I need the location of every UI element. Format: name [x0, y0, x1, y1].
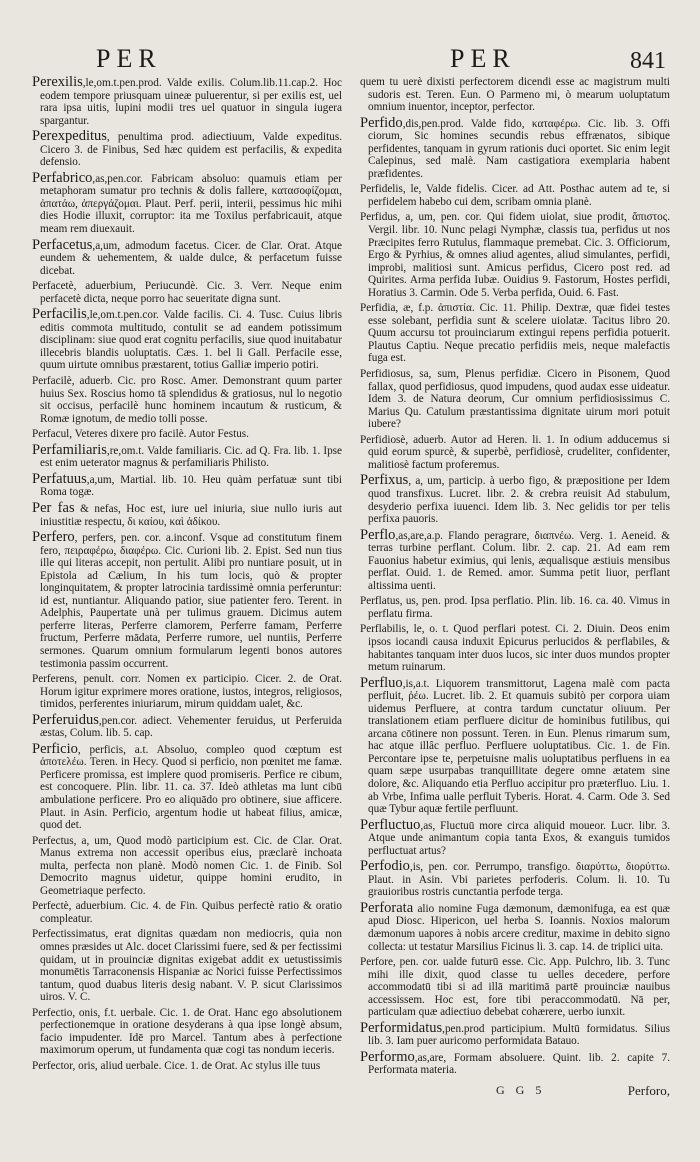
entry-headword: Perfido — [360, 114, 403, 131]
entry-text: ,a,um, admodum facetus. Cicer. de Clar. Orat. Atque eundem & uehementem, & ualde dulce, & perfacetum fuisse dicebat. — [40, 239, 342, 277]
entry-text: , penultima prod. adiectiuum, Valde expeditus. Cicero 3. de Finibus, Sed hæc quidem est perfacilis, & expedita defensio. — [40, 131, 342, 169]
dictionary-entry — [32, 531, 342, 670]
entry-text: Perfector, oris, aliud uerbale. Cice. 1. de Orat. Ac stylus ille tuus — [32, 1059, 321, 1072]
entry-text: ,le,om.t.pen.cor. Valde facilis. Ci. 4. Tusc. Cuius libris editis commota multitudo, contulit se ad eandem potissimum disciplinam: siue quod erat cognitu perfacilis, siue quod inuitabatur illecebris blandis uoluptatis. Cæs. 1. bel li Gall. Perfacile esse, quum uirtute omnibus præstarent, totius Galliæ imperio potiri. — [40, 309, 342, 372]
dictionary-entry — [360, 211, 670, 299]
dictionary-entry — [360, 526, 670, 593]
entry-headword: Perfacetus — [32, 236, 93, 253]
entry-headword: Perexpeditus — [32, 128, 107, 145]
entry-text: ,pen.prod participium. Multū formidatus. Silius lib. 3. Iam puer auricomo performidata Batauo. — [368, 1022, 670, 1048]
dictionary-entry — [32, 711, 342, 740]
dictionary-entry — [360, 860, 670, 899]
entry-headword: Perfatuus — [32, 470, 87, 487]
entry-text: ,le,om.t.pen.prod. Valde exilis. Colum.lib.11.cap.2. Hoc eodem tempore priusquam uineæ puluerentur, si per exilis est, uel rara ipsa uitis, lupini modii tres uel quatuor in singula iugera spargantur. — [40, 77, 342, 127]
entry-text: Perfectio, onis, f.t. uerbale. Cic. 1. de Orat. Hanc ego absolutionem perfectionemque in oratione desyderans à qua ipse longè absum, facio impudenter. Idē pro Marcel. Tantum abes à perfectione maximorum operum, ut fundamenta quæ cogi tas nondum ieceris. — [32, 1006, 342, 1057]
entry-headword: Perfixus — [360, 472, 409, 489]
entry-text: Perfidiosè, aduerb. Autor ad Heren. li. 1. In odium adducemus si quid eorum spurcè, & superbè, perfidiosè, crudeliter, confidenter, malitiosè factum proferemus. — [360, 433, 670, 471]
right-running-head: PER — [450, 44, 516, 73]
dictionary-entry — [32, 673, 342, 711]
dictionary-entry — [32, 76, 342, 127]
entry-headword: Per fas — [32, 499, 75, 516]
dictionary-entry — [360, 816, 670, 858]
dictionary-entry — [360, 595, 670, 620]
dictionary-entry — [32, 928, 342, 1003]
entry-text: ,pen.cor. adiect. Vehementer feruidus, ut Perferuida æstas, Colum. lib. 5. cap. — [40, 714, 342, 740]
dictionary-entry — [360, 434, 670, 472]
dictionary-entry — [360, 302, 670, 365]
entry-headword: Perficio — [32, 740, 78, 757]
entry-text: ,re,om.t. Valde familiaris. Cic. ad Q. Fra. lib. 1. Ipse est enim ueterator magnus & perfamiliaris Philisto. — [40, 444, 342, 470]
entry-text: alio nomine Fuga dæmonum, dæmonifuga, ea est quæ apud Diosc. Hipericon, uel herba S. Ioannis. Noxios malorum dæmonum uapores à nobis arcere creditur, maxime in debito signo collecta: ut testatur Marsilius Ficinus li. 3. cap. 14. de triplici uita. — [368, 902, 670, 953]
page-footer — [360, 1083, 670, 1098]
entry-text: Perfectus, a, um, Quod modò participium est. Cic. de Clar. Orat. Manus extrema non accessit operibus eius, præclarè inchoata multa, perfecta non planè. Modò nomen Cic. 1. de Finib. Sol Democrito magnus uidetur, quippe homini erudito, in Geometriaque perfecto. — [32, 834, 342, 897]
two-column-body — [32, 76, 670, 1136]
entry-text: ,as,pen.cor. Fabricam absoluo: quamuis etiam per metaphoram sumatur pro technis & dolis fallere, κατασοφίζομαι, ἀπατάω, ἀπεργάζομαι. Plaut. Perf. perii, interii, pessimus hic mihi dies Hodie illuxit, corruptor: ita me Toxilus perfabricauit, atque meam rem diuexauit. — [40, 172, 342, 236]
entry-headword: Perfluo — [360, 674, 403, 691]
dictionary-entry — [360, 956, 670, 1019]
entry-text: Perflabilis, le, o. t. Quod perflari potest. Ci. 2. Diuin. Deos enim ipsos iocandi causa induxit Epicurus perlucidos & perflabiles, & habitantes tanquam inter duos lucos, sic inter duos mundos propter metum ruinarum. — [360, 623, 670, 674]
left-running-head: PER — [96, 44, 162, 73]
entry-text: ,as, Fluctuū more circa aliquid moueor. Lucr. libr. 3. Atque unde animantum copia tanta Exos, & exanguis tumidos perfluctuat artus? — [368, 819, 670, 857]
dictionary-entry — [360, 623, 670, 673]
dictionary-entry — [32, 428, 342, 441]
dictionary-entry — [32, 280, 342, 305]
entry-headword: Performo — [360, 1048, 415, 1065]
dictionary-entry — [32, 900, 342, 925]
dictionary-entry — [360, 674, 670, 816]
entry-headword: Perfacilis — [32, 306, 87, 323]
dictionary-entry — [32, 375, 342, 425]
entry-text: Perferens, penult. corr. Nomen ex participio. Cicer. 2. de Orat. Horum igitur exprimere mores oratione, iustos, integros, religiosos, timidos, perferentes iniuriarum, mirum quiddam ualet, &c. — [32, 673, 342, 711]
entry-text: ,dis,pen.prod. Valde fido, καταφέρω. Cic. lib. 3. Offi ciorum, Sic homines secundis rebus effrænatos, sibique perfidentes, tanquam in gyrum rationis duci oportet. Sic enim legit Calepinus, sed malè. Nam castigatiora exemplaria habent præfidentes. — [368, 117, 670, 180]
entry-text: ,a,um, Martial. lib. 10. Heu quàm perfatuæ sunt tibi Roma togæ. — [40, 473, 342, 499]
dictionary-entry — [32, 470, 342, 499]
dictionary-entry — [360, 474, 670, 525]
dictionary-entry — [32, 308, 342, 372]
dictionary-entry — [32, 1007, 342, 1057]
entry-headword: Perfamiliaris — [32, 441, 107, 458]
entry-text: Perfore, pen. cor. ualde futurū esse. Cic. App. Pulchro, lib. 3. Tunc mihi ille dixit, quod classe tu uelles decedere, perfore accommodatū tibi si ad illā maritimā partē prouinciæ nauibus accessissem. Hoc est, fore tibi peraccommodatū. Nā per, particulam quæ adiectiuo debebat cohærere, uerbo iunxit. — [360, 956, 670, 1019]
dictionary-entry — [360, 899, 670, 953]
dictionary-entry — [360, 183, 670, 208]
entry-text: , perfers, pen. cor. a.inconf. Vsque ad constitutum finem fero, πειραφέρω, διαφέρω. Cic. Curioni lib. 2. Epist. Sed nun tius ille qui literas accepit, non pertulit. Alibi pro nuntiare posuit, ut in Epistola ad Cælium, In his tum locis, quò & propter longinquitatem, & propter latrocinia tardissimè omnia perferuntur: id est, nuntiantur. Aliquando patior, siue patienter fero. Terent. in Adelphis, Paupertate unà per tulimus grauem. Dicimus autem perferre literas, Perferre clamorem, Perferre famam, Perferre fructum, Perferre mādata, Perferre rumore, uel nuntiis, Perferre sermones. Quarum omnium formularum legenti bonos autores testimonia passim occurrent. — [40, 532, 342, 670]
dictionary-entry — [32, 1060, 342, 1073]
right-column — [360, 76, 670, 1136]
entry-text: quem tu uerè dixisti perfectorem dicendi esse ac magistrum multi sudoris est. Teren. Eun. O Parmeno mi, ò mearum uoluptatum omnium inuentor, inceptor, perfector. — [360, 76, 670, 114]
entry-text: Perfacilè, aduerb. Cic. pro Rosc. Amer. Demonstrant quum parter huius Sex. Roscius homo tā splendidus & gratiosus, nul lo negotio sit occisus, perfacilè hunc hominem incautum & rusticum, & Romæ ignotum, de medio tolli posse. — [32, 375, 342, 425]
entry-headword: Perfero — [32, 529, 75, 546]
dictionary-entry — [32, 236, 342, 278]
entry-headword: Perflo — [360, 526, 396, 543]
dictionary-entry — [32, 499, 342, 528]
left-column — [32, 76, 342, 1136]
dictionary-entry — [360, 368, 670, 431]
entry-text: ,as,are,a.p. Flando peragrare, διαπνέω. Verg. 1. Aeneid. & terras turbine perflant. Colum. libr. 2. cap. 21. Ad eam rem Fauonius habetur eximius, qui lenis, æqualisque æstiuis mensibus perflat. Ouid. 1. de Remed. amor. Summa petit liuor, perflant altissima uenti. — [368, 529, 670, 592]
entry-headword: Perfodio — [360, 858, 410, 875]
entry-headword: Perfabrico — [32, 169, 93, 186]
entry-text: , a, um, particip. à uerbo figo, & præpositione per Idem quod transfixus. Lucret. libr. 2. & crebra reuisit Ad stabulum, desyderio perfixa iuuenci. Idem lib. 3. Nec gelidis tor per telis perfixa pauoris. — [368, 475, 670, 526]
entry-text: Perfidiosus, sa, sum, Plenus perfidiæ. Cicero in Pisonem, Quod fallax, quod perfidiosus, quod impudens, quod audax esse uideatur. Idem 3. de Natura deorum, Cur omnium perfidiosissimus C. Marius Qu. Catulum præstantissima dignitate uirum mori potuit iubere? — [360, 368, 670, 431]
catchword: Perforo, — [627, 1083, 670, 1099]
entry-text: Perfectissimatus, erat dignitas quædam non mediocris, quia non omnes præsides ut Alc. docet Clarissimi fuere, sed & per fectissimi quidam, ut in prouinciæ dignitas exigebat addit ex uetustissimis monumētis Tarraconensis Hispaniæ ac Norici fuisse Perfectissimos tantum, quod duabus literis desig nabant. V. P. sicut Clarissimos uiros. V. C. — [32, 928, 342, 1004]
entry-text: ,is,a.t. Liquorem transmittorut, Lagena malè com pacta perfluit, ῥέω. Lucret. lib. 2. Et quamuis subitò per corpora uiam uidemus Perfluere, at contra tardum cunctatur oliuum. Per translationem etiam perfluere dicitur de hominibus futilibus, qui arcana cōtinere non possunt. Teren. in Eun. Plenus rimarum sum, hac atque illâc perfluo. Perfluere uoluptatibus. Cic. 1. de Fin. Percontare ipse te, perpetuisne malis uoluptatibus perfluens in ea quam sæpe usurpabas tranquillitate degere omne ætatem sine dolore, &c. Aliquando etia Perfluo accipitur pro præterfluo. Liu. 1. ab Vrbe, Infima ualle perfluit Tyberis. Horat. 4. Carm. Ode 3. Sed quæ Tybur aquæ fertile perfluunt. — [368, 677, 670, 816]
dictionary-entry — [32, 169, 342, 236]
entry-text: Perflatus, us, pen. prod. Ipsa perflatio. Plin. lib. 16. ca. 40. Vimus in perflatu firma. — [360, 595, 670, 620]
entry-text: Perfacul, Veteres dixere pro facilè. Autor Festus. — [32, 428, 249, 441]
dictionary-entry — [360, 1048, 670, 1077]
entry-text: ,as,are, Formam absoluere. Quint. lib. 2. capite 7. Performata materia. — [368, 1051, 670, 1077]
entry-headword: Perforata — [360, 899, 414, 916]
signature-mark: G G 5 — [496, 1083, 546, 1098]
dictionary-entry — [360, 1019, 670, 1048]
entry-text: , perficis, a.t. Absoluo, compleo quod cœptum est ἀποτελέω. Teren. in Hecy. Quod si perficio, non pœnitet me famæ. Perficere promissa, est implere quod promiseris. Perfice re cibum, est concoquere. Plin. libr. 11. ca. 37. Ideò athletas ma lunt cibū ambulatione perficere. Pro eo aliquādo pro obtinere, siue afficere. Plaut. in Asin. Perficio, argentum hodie ut habeat filius, amicæ, quod det. — [40, 743, 342, 832]
entry-headword: Perexilis — [32, 76, 83, 90]
entry-text: Perfectè, aduerbium. Cic. 4. de Fin. Quibus perfectè ratio & oratio compleatur. — [32, 900, 342, 925]
dictionary-entry — [32, 740, 342, 832]
entry-text: & nefas, Hoc est, iure uel iniuria, siue nullo iuris aut iniustitiæ respectu, δι καίου, καὶ ἀδίκου. — [40, 502, 342, 528]
dictionary-entry — [32, 835, 342, 898]
dictionary-entry — [360, 76, 670, 114]
entry-headword: Performidatus — [360, 1019, 443, 1036]
right-column-entries — [360, 76, 670, 1077]
entry-text: Perfidelis, le, Valde fidelis. Cicer. ad Att. Posthac autem ad te, si perfidelem habebo cui dem, scribam omnia planè. — [360, 183, 670, 208]
dictionary-entry — [32, 441, 342, 470]
page-number: 841 — [630, 48, 666, 74]
entry-text: ,is, pen. cor. Perrumpo, transfigo. διαρύττω, διορύττω. Plaut. in Asin. Vbi parietes perfoderis. Colum. li. 10. Tu grauioribus rostris cunctantia perfode terga. — [368, 861, 670, 899]
entry-headword: Perfluctuo — [360, 816, 421, 833]
entry-text: Perfidia, æ, f.p. ἀπιστία. Cic. 11. Philip. Dextræ, quæ fidei testes esse solebant, perfidia sunt & scelere uiolatæ. Tacitus libro 20. Quum accursu tot prouinciarum extingui repens perfidia potuerit. Plautus Captiu. Neque precatio perfidiis meis, neque malefactis fuga est. — [360, 302, 670, 365]
dictionary-entry — [32, 130, 342, 169]
entry-text: Perfidus, a, um, pen. cor. Qui fidem uiolat, siue prodit, ἄπιστος. Vergil. libr. 10. Nunc pelagi Nymphæ, classis tua, perfidus ut nos Præcipites ferro Rutulus, flammaque premebat. Cic. 3. Officiorum, Ergo & Pyrhius, & omnes aliud agentes, aliud simulantes, perfidi, improbi, malitiosi sunt. Amicus perfidus, Cicero post red. ad Quirites. Arma perfida Iubæ. Ouidius 9. Fastorum, Hostes perfidi, Horatius 3. Carmin. Ode 5. Verba perfida, Ouid. 6. Fast. — [360, 211, 670, 299]
dictionary-entry — [360, 114, 670, 181]
entry-text: Perfacetè, aduerbium, Periucundè. Cic. 3. Verr. Neque enim perfacetè dicta, neque porro hac seueritate digna sunt. — [32, 280, 342, 305]
entry-headword: Perferuidus — [32, 711, 99, 728]
